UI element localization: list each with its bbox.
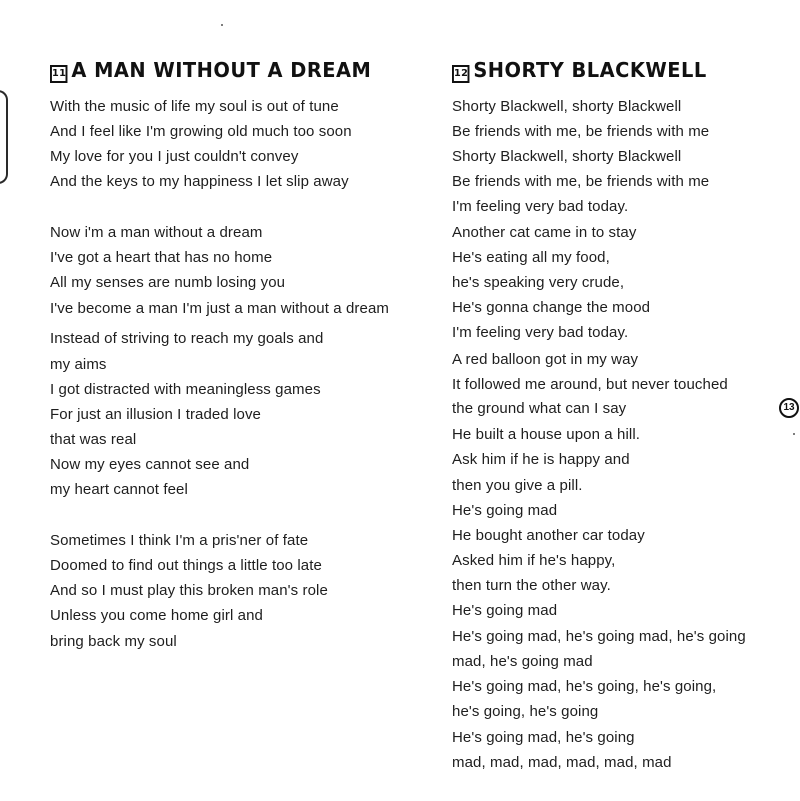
lyric-line: It followed me around, but never touched [452,376,728,393]
lyric-line: bring back my soul [50,633,177,650]
lyric-line: He bought another car today [452,527,645,544]
right-song-heading [452,58,707,83]
lyric-line: He's going mad [452,602,558,619]
print-speck [793,433,795,435]
lyric-line: He's eating all my food, [452,249,610,266]
lyric-line: And so I must play this broken man's role [50,582,328,599]
lyric-line: He built a house upon a hill. [452,426,641,443]
lyric-line: Asked him if he's happy, [452,552,616,569]
page-number-badge: 13 [779,398,799,418]
lyric-line: For just an illusion I traded love [50,406,262,423]
lyric-line: He's going mad [452,502,558,519]
lyric-line: Now i'm a man without a dream [50,224,263,241]
lyric-line: Doomed to find out things a little too late [50,557,322,574]
lyric-line: Instead of striving to reach my goals and [50,330,324,347]
lyric-line: Be friends with me, be friends with me [452,123,710,140]
lyric-line: my heart cannot feel [50,481,188,498]
lyric-line: He's gonna change the mood [452,299,651,316]
track-number-badge: 12 [452,65,469,83]
lyric-line: And the keys to my happiness I let slip away [50,173,349,190]
lyric-line: I'm feeling very bad today. [452,198,629,215]
lyric-line: Be friends with me, be friends with me [452,173,710,190]
track-number-badge: 11 [50,65,67,83]
lyric-line: A red balloon got in my way [452,351,639,368]
lyric-line: He's going mad, he's going, he's going, [452,678,717,695]
lyric-line: he's going, he's going [452,703,599,720]
lyric-line: My love for you I just couldn't convey [50,148,299,165]
lyric-line: Shorty Blackwell, shorty Blackwell [452,98,682,115]
lyric-line: mad, mad, mad, mad, mad, mad [452,754,672,771]
lyric-line: he's speaking very crude, [452,274,625,291]
lyric-line: Now my eyes cannot see and [50,456,250,473]
lyric-line: I've become a man I'm just a man without a dream [50,300,390,317]
lyric-line: He's going mad, he's going [452,729,635,746]
lyric-line: the ground what can I say [452,400,627,417]
lyric-line: Another cat came in to stay [452,224,637,241]
lyric-line: All my senses are numb losing you [50,274,286,291]
lyric-line: Unless you come home girl and [50,607,264,624]
left-song-title: A MAN WITHOUT A DREAM [71,58,372,82]
lyric-line: Ask him if he is happy and [452,451,630,468]
lyric-line: With the music of life my soul is out of tune [50,98,339,115]
lyric-line: He's going mad, he's going mad, he's going [452,628,746,645]
lyric-line: Sometimes I think I'm a pris'ner of fate [50,532,309,549]
lyric-line: that was real [50,431,137,448]
lyric-line: my aims [50,356,107,373]
lyric-line: And I feel like I'm growing old much too soon [50,123,352,140]
print-speck [221,24,223,26]
right-song-title: SHORTY BLACKWELL [473,58,707,82]
lyric-line: I got distracted with meaningless games [50,381,321,398]
lyric-line: mad, he's going mad [452,653,593,670]
binding-edge-mark [0,90,8,184]
lyric-line: then turn the other way. [452,577,611,594]
left-song-heading [50,58,371,83]
lyric-line: I'm feeling very bad today. [452,324,629,341]
lyric-line: I've got a heart that has no home [50,249,273,266]
lyric-line: Shorty Blackwell, shorty Blackwell [452,148,682,165]
lyric-line: then you give a pill. [452,477,583,494]
